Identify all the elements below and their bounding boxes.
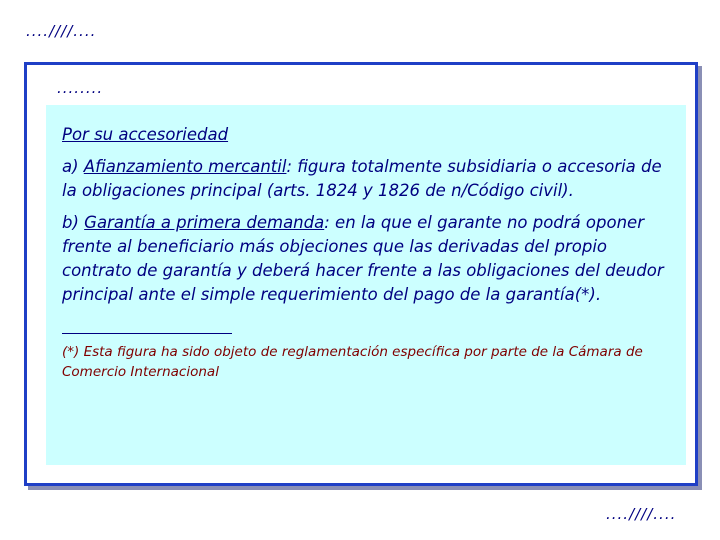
item-b-term: Garantía a primera demanda: [84, 213, 325, 232]
top-continuation-marker: ....////....: [26, 22, 97, 40]
item-b: [62, 211, 674, 307]
item-a: [62, 155, 674, 203]
frame-ellipsis: ........: [57, 79, 104, 97]
item-b-prefix: b): [62, 213, 85, 232]
item-a-text: : figura totalmente subsidiaria o accesoria de la obligaciones principal (arts. 1824 y 1826 de n/Código civil).: [62, 157, 662, 200]
footnote: (*) Esta figura ha sido objeto de reglamentación específica por parte de la Cámara de Comercio Internacional: [62, 344, 643, 380]
item-a-term: Afianzamiento mercantil: [83, 157, 287, 176]
item-b-text: : en la que el garante no podrá oponer frente al beneficiario más objeciones que las derivadas del propio contrato de garantía y deberá hacer frente a las obligaciones del deudor principal ante el simple requerimiento del pago de la garantía(*).: [62, 213, 664, 304]
section-heading: Por su accesoriedad: [62, 125, 229, 144]
content-body: [62, 123, 674, 382]
slide-frame: [24, 62, 698, 486]
content-panel: [46, 105, 686, 465]
bottom-continuation-marker: ....////....: [606, 505, 677, 523]
footnote-divider: [62, 333, 232, 334]
item-a-prefix: a): [62, 157, 84, 176]
